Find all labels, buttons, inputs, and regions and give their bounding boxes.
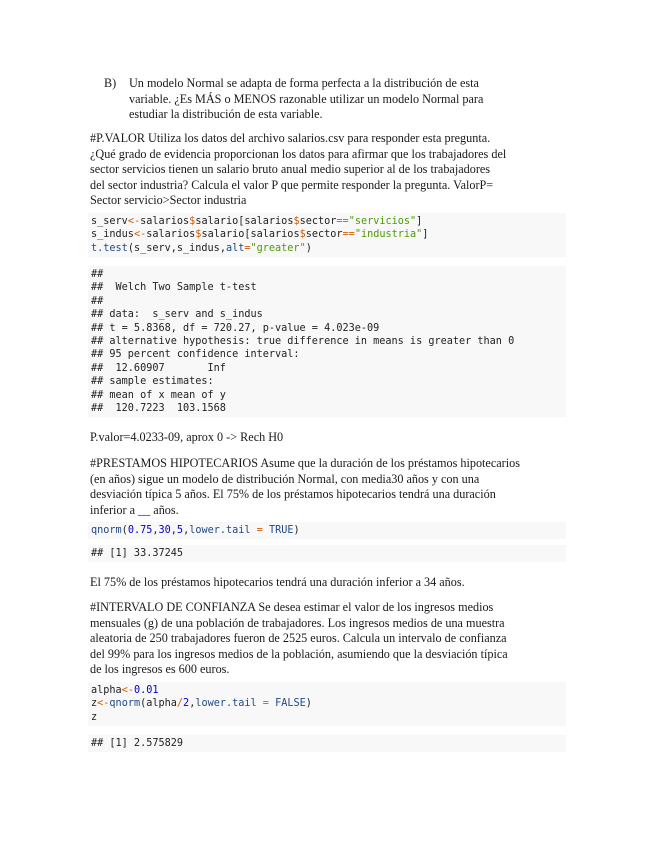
intervalo-question: #INTERVALO DE CONFIANZA Se desea estimar el valor de los ingresos medios mensuales (g) de una población de trabajadores. Los ingresos medios de una muestra aleatoria de 250 trabajadores fueron de 2525 euros. Calcula un intervalo de confianza del 99% para los ingresos medios de la población, asumiendo que la desviación típica de los ingresos es 600 euros. (90, 600, 508, 677)
prestamos-question: #PRESTAMOS HIPOTECARIOS Asume que la duración de los préstamos hipotecarios (en años) sigue un modelo de distribución Normal, con media30 años y con una desviación típica 5 años. El 75% de los préstamos hipotecarios tendrá una duración inferior a __ años. (90, 456, 520, 517)
output-block-z: ## [1] 2.575829 (88, 735, 566, 752)
code-line: z<-qnorm(alpha/2,lower.tail = FALSE) (91, 698, 312, 710)
code-line: alpha<-0.01 (91, 685, 159, 696)
code-line: s_serv<-salarios$salario[salarios$sector=="servicios"] (91, 216, 423, 227)
prestamos-answer: El 75% de los préstamos hipotecarios tendrá una duración inferior a 34 años. (90, 575, 465, 589)
code-line: z (91, 711, 98, 723)
output-block-ttest: ## ## Welch Two Sample t-test ## ## data: s_serv and s_indus ## t = 5.8368, df = 720.27, p-value = 4.023e-09 ## alternative hypothesis: true difference in means is greater than 0 ## 95 percent confidence interval: ## 12.60907 Inf ## sample estimates: ## mean of x mean of y ## 120.7223 103.1568 (88, 266, 566, 417)
output-block-qnorm: ## [1] 33.37245 (88, 545, 566, 562)
code-block-alpha (88, 682, 566, 726)
code-line: s_indus<-salarios$salario[salarios$sector=="industria"] (91, 229, 429, 241)
code-block-qnorm (88, 522, 566, 539)
code-line: qnorm(0.75,30,5,lower.tail = TRUE) (91, 525, 300, 536)
code-line: t.test(s_serv,s_indus,alt="greater") (91, 242, 312, 254)
bullet-text: Un modelo Normal se adapta de forma perfecta a la distribución de esta variable. ¿Es MÁS o MENOS razonable utilizar un modelo Normal para estudiar la distribución de esta variable. (129, 76, 484, 122)
pvalor-question: #P.VALOR Utiliza los datos del archivo salarios.csv para responder esta pregunta. ¿Qué grado de evidencia proporcionan los datos para afirmar que los trabajadores del sector servicios tienen un salario bruto anual medio superior al de los trabajadores del sector industria? Calcula el valor P que permite responder la pregunta. ValorP= Sector servicio>Sector industria (90, 131, 507, 208)
pvalor-answer: P.valor=4.0233-09, aprox 0 -> Rech H0 (90, 430, 284, 444)
bullet-b (104, 76, 544, 123)
code-block-ttest (88, 213, 566, 257)
bullet-label: B) (104, 76, 117, 90)
